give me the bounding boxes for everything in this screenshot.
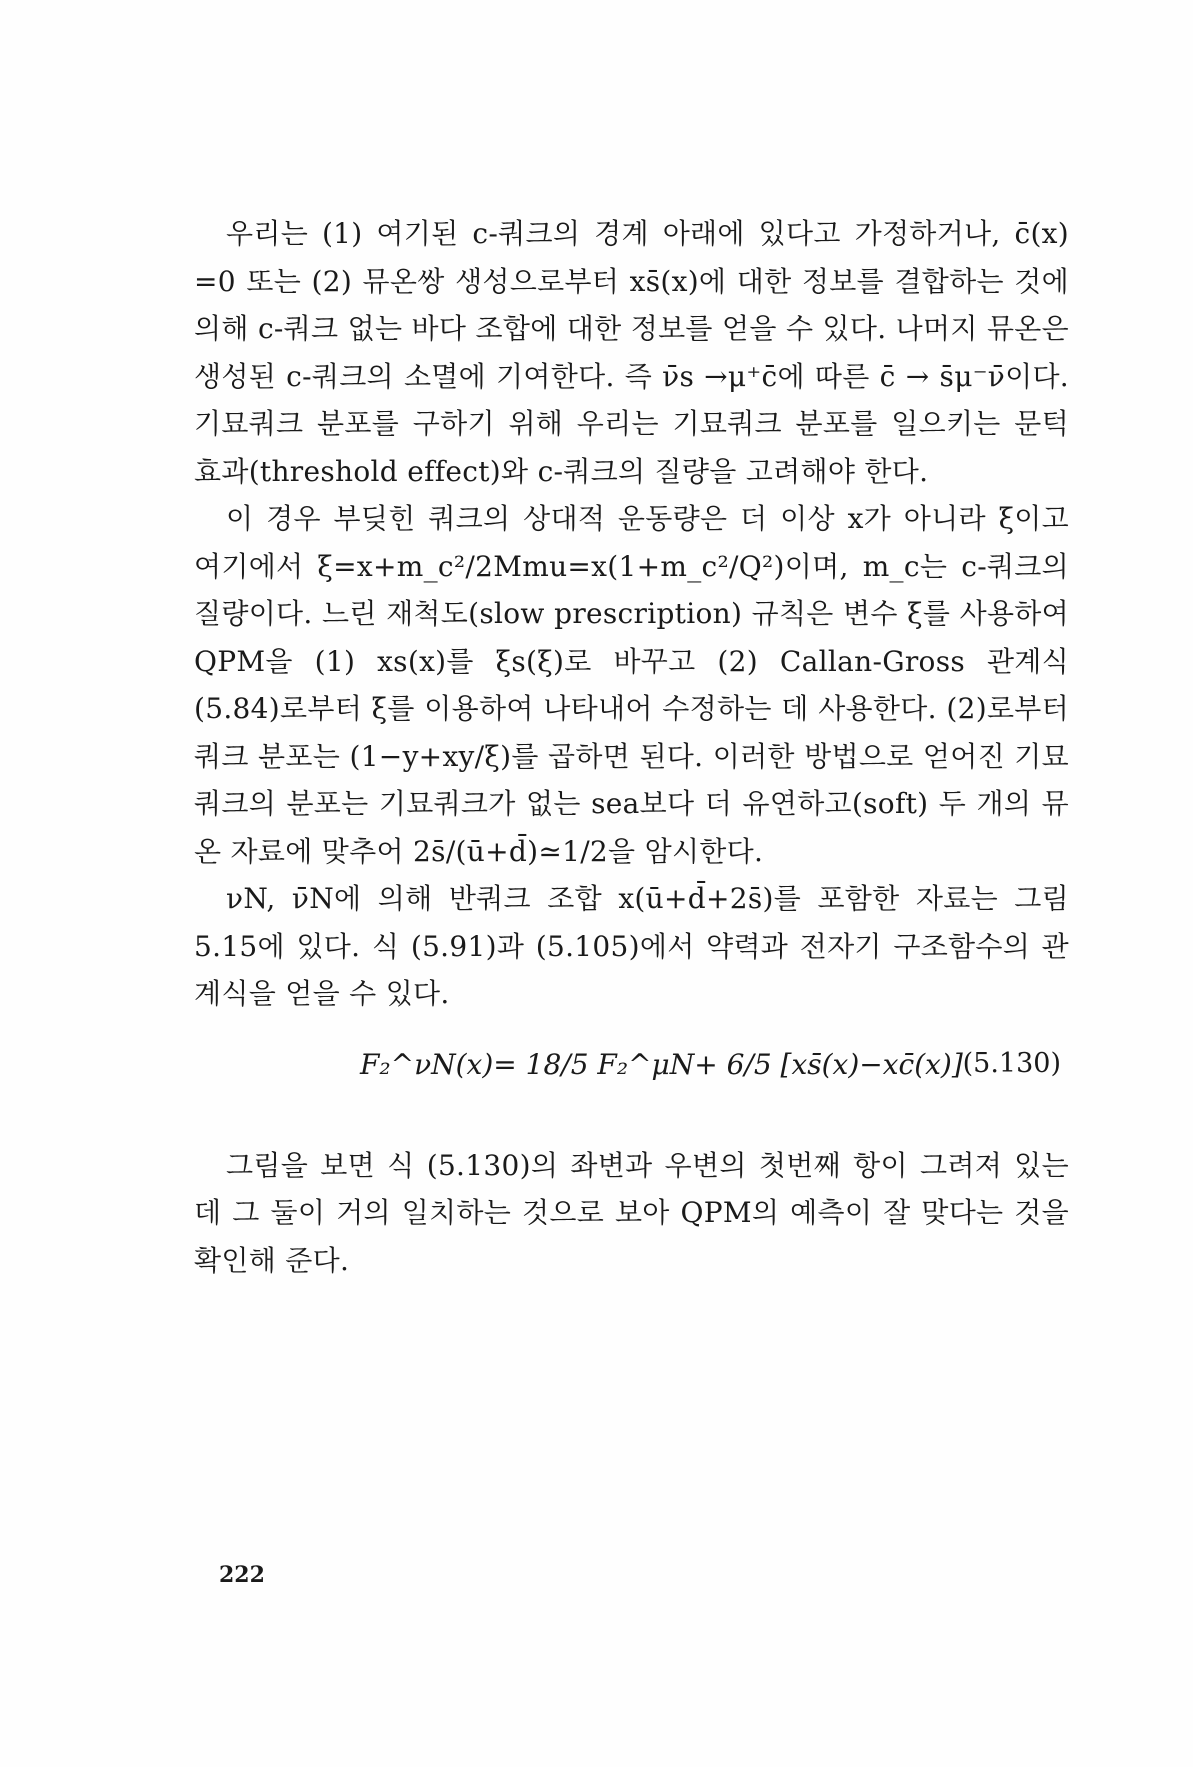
equation-formula: F₂^νN(x)= 18/5 F₂^μN+ 6/5 [xs̄(x)−xc̄(x)]: [360, 1047, 963, 1081]
equation-block: [194, 1018, 1069, 1138]
equation-number: (5.130): [962, 1047, 1061, 1079]
paragraph-2: 이 경우 부딪힌 쿼크의 상대적 운동량은 더 이상 x가 아니라 ξ이고 여기에서 ξ=x+m_c²/2Mmu=x(1+m_c²/Q²)이며, m_c는 c-쿼크의 질량이다. 느린 재척도(slow prescription) 규칙은 변수 ξ를 사용하여 QPM을 (1) xs(x)를 ξs(ξ)로 바꾸고 (2) Callan-Gross 관계식 (5.84)로부터 ξ를 이용하여 나타내어 수정하는 데 사용한다. (2)로부터 쿼크 분포는 (1−y+xy/ξ)를 곱하면 된다. 이러한 방법으로 얻어진 기묘쿼크의 분포는 기묘쿼크가 없는 sea보다 더 유연하고(soft) 두 개의 뮤온 자료에 맞추어 2s̄/(ū+d̄)≃1/2을 암시한다.: [194, 502, 1069, 868]
paragraph-3: νN, ν̄N에 의해 반쿼크 조합 x(ū+d̄+2s̄)를 포함한 자료는 그림 5.15에 있다. 식 (5.91)과 (5.105)에서 약력과 전자기 구조함수의 관계식을 얻을 수 있다.: [194, 882, 1069, 1010]
body-text: [194, 210, 1069, 1284]
paragraph-1: 우리는 (1) 여기된 c-쿼크의 경계 아래에 있다고 가정하거나, c̄(x) =0 또는 (2) 뮤온쌍 생성으로부터 xs̄(x)에 대한 정보를 결합하는 것에 의해 c-쿼크 없는 바다 조합에 대한 정보를 얻을 수 있다. 나머지 뮤온은 생성된 c-쿼크의 소멸에 기여한다. 즉 ν̄s →μ⁺c̄에 따른 c̄ → s̄μ⁻ν̄이다. 기묘쿼크 분포를 구하기 위해 우리는 기묘쿼크 분포를 일으키는 문턱 효과(threshold effect)와 c-쿼크의 질량을 고려해야 한다.: [194, 217, 1069, 488]
page-number: 222: [219, 1562, 265, 1588]
paragraph-4: 그림을 보면 식 (5.130)의 좌변과 우변의 첫번째 항이 그려져 있는데 그 둘이 거의 일치하는 것으로 보아 QPM의 예측이 잘 맞다는 것을 확인해 준다.: [194, 1148, 1069, 1277]
